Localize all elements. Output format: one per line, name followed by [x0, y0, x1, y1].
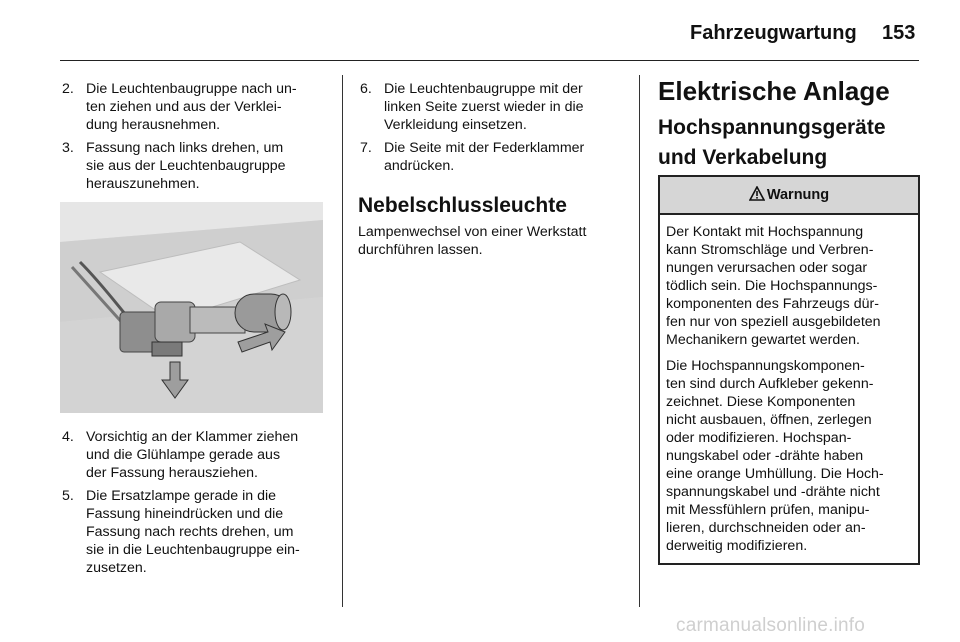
- subheading-line: und Verkabelung: [658, 146, 828, 169]
- warning-paragraph: [666, 223, 912, 349]
- warning-line: ten sind durch Aufkleber gekenn-: [666, 376, 874, 392]
- column-divider: [342, 75, 343, 607]
- step-line: ten ziehen und aus der Verklei-: [86, 99, 282, 115]
- warning-title: Warnung: [766, 187, 830, 203]
- warning-line: oder modifizieren. Hochspan-: [666, 430, 852, 446]
- column-divider: [639, 75, 640, 607]
- step-line: Vorsichtig an der Klammer ziehen: [86, 429, 299, 445]
- warning-line: nungen verursachen oder sogar: [666, 260, 868, 276]
- warning-line: nungskabel oder -drähte haben: [666, 448, 864, 464]
- warning-line: nicht ausbauen, öffnen, zerlegen: [666, 412, 872, 428]
- step-line: Fassung nach rechts drehen, um: [86, 524, 294, 540]
- subsection-heading: [658, 113, 920, 173]
- warning-box: [658, 175, 920, 565]
- body-line: durchführen lassen.: [358, 242, 483, 258]
- step-line: Die Leuchtenbaugruppe mit der: [384, 81, 583, 97]
- step-number: 2.: [62, 81, 74, 97]
- column-1: [60, 80, 328, 582]
- header-rule: [60, 60, 919, 61]
- warning-line: tödlich sein. Die Hochspannungs-: [666, 278, 878, 294]
- step-number: 5.: [62, 488, 74, 504]
- step-number: 4.: [62, 429, 74, 445]
- step-line: Verkleidung einsetzen.: [384, 117, 527, 133]
- step-line: dung herausnehmen.: [86, 117, 221, 133]
- step-line: sie in die Leuchtenbaugruppe ein-: [86, 542, 300, 558]
- chapter-heading: Elektrische Anlage: [658, 76, 890, 106]
- warning-line: lieren, durchschneiden oder an-: [666, 520, 866, 536]
- warning-line: komponenten des Fahrzeugs dür-: [666, 296, 879, 312]
- step-item: [60, 80, 328, 134]
- step-number: 7.: [360, 140, 372, 156]
- warning-line: zeichnet. Diese Komponenten: [666, 394, 856, 410]
- warning-line: Mechanikern gewartet werden.: [666, 332, 860, 348]
- steps-list-c: [358, 80, 628, 175]
- warning-line: kann Stromschläge und Verbren-: [666, 242, 874, 258]
- step-line: Fassung nach links drehen, um: [86, 140, 284, 156]
- warning-line: Der Kontakt mit Hochspannung: [666, 224, 864, 240]
- bulb-socket-drawing: [60, 202, 323, 413]
- warning-body: [660, 215, 918, 563]
- section-heading: Nebelschlussleuchte: [358, 194, 567, 217]
- step-item: [358, 139, 628, 175]
- bulb-removal-illustration: [60, 202, 323, 413]
- step-item: [60, 139, 328, 193]
- step-line: Die Leuchtenbaugruppe nach un-: [86, 81, 297, 97]
- watermark: carmanualsonline.info: [676, 615, 866, 636]
- step-line: sie aus der Leuchtenbaugruppe: [86, 158, 286, 174]
- warning-line: fen nur von speziell ausgebildeten: [666, 314, 881, 330]
- column-2: [358, 80, 628, 259]
- step-line: der Fassung herausziehen.: [86, 465, 258, 481]
- subheading-line: Hochspannungsgeräte: [658, 116, 886, 139]
- step-item: [358, 80, 628, 134]
- step-line: Die Ersatzlampe gerade in die: [86, 488, 277, 504]
- warning-line: eine orange Umhüllung. Die Hoch-: [666, 466, 884, 482]
- step-number: 3.: [62, 140, 74, 156]
- page-header-title: Fahrzeugwartung: [690, 22, 857, 44]
- warning-line: spannungskabel und -drähte nicht: [666, 484, 880, 500]
- step-line: Die Seite mit der Federklammer: [384, 140, 585, 156]
- warning-line: derweitig modifizieren.: [666, 538, 808, 554]
- warning-paragraph: [666, 357, 912, 555]
- step-item: [60, 487, 328, 577]
- steps-list-a: [60, 80, 328, 193]
- column-3: [658, 75, 920, 565]
- page-number: 153: [882, 22, 916, 44]
- step-item: [60, 428, 328, 482]
- warning-triangle-icon: [749, 186, 765, 205]
- step-line: Fassung hineindrücken und die: [86, 506, 284, 522]
- step-line: und die Glühlampe gerade aus: [86, 447, 281, 463]
- step-line: andrücken.: [384, 158, 455, 174]
- section-body: [358, 223, 628, 259]
- step-line: zusetzen.: [86, 560, 147, 576]
- step-line: linken Seite zuerst wieder in die: [384, 99, 584, 115]
- steps-list-b: [60, 428, 328, 577]
- step-line: herauszunehmen.: [86, 176, 200, 192]
- warning-line: mit Messfühlern prüfen, manipu-: [666, 502, 870, 518]
- warning-line: Die Hochspannungskomponen-: [666, 358, 865, 374]
- step-number: 6.: [360, 81, 372, 97]
- warning-header: [660, 177, 918, 215]
- body-line: Lampenwechsel von einer Werkstatt: [358, 224, 587, 240]
